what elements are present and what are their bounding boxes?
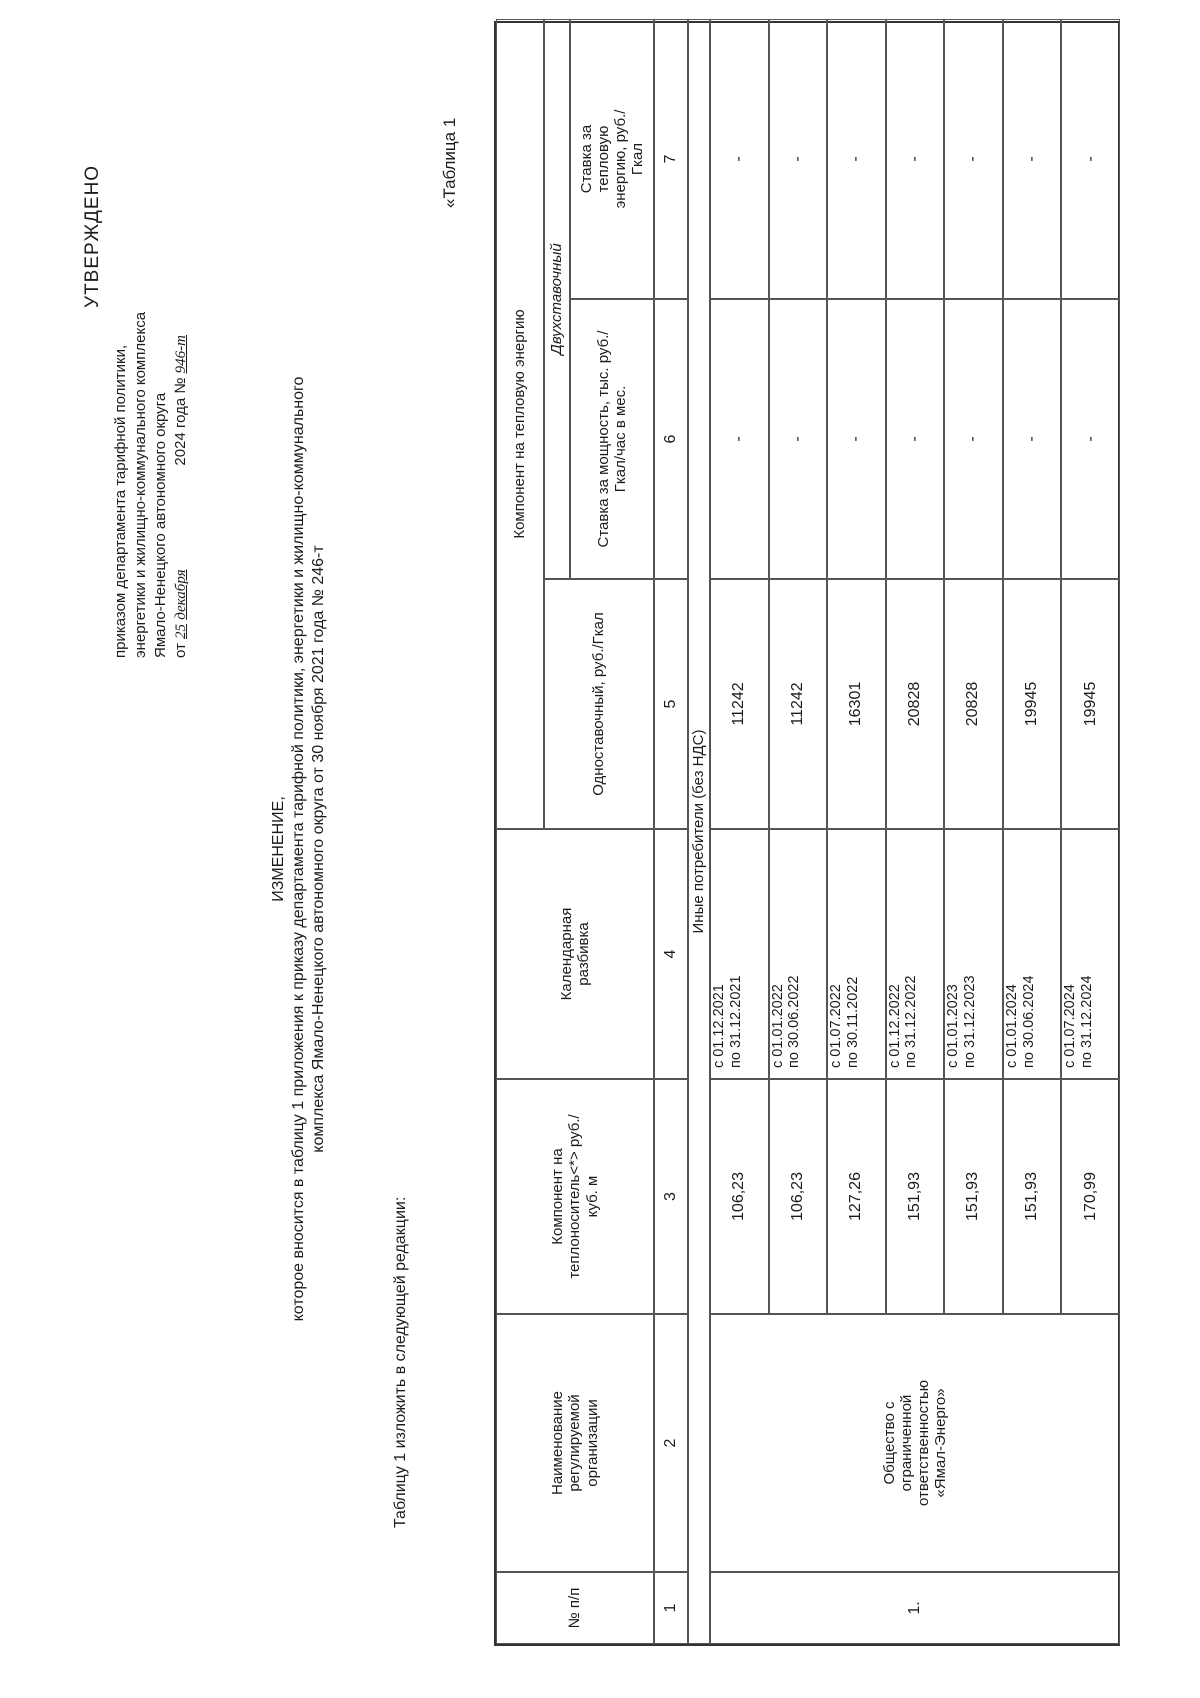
capacity-rate-value: - (1003, 299, 1062, 579)
single-rate-value: 11242 (769, 579, 828, 829)
single-rate-value: 16301 (827, 579, 886, 829)
coolant-value: 170,99 (1061, 1079, 1120, 1314)
header-two-rate: Двухставочный (544, 19, 570, 579)
date-prefix: от (172, 643, 189, 658)
approval-line-1: приказом департамента тарифной политики, (112, 344, 129, 658)
calendar-period (1003, 829, 1062, 1079)
col-number-7: 7 (654, 19, 688, 299)
period-from: с 01.12.2021 (711, 984, 727, 1068)
col-number-6: 6 (654, 299, 688, 579)
date-year: 2024 года № (172, 377, 189, 466)
energy-rate-value: - (710, 19, 769, 299)
energy-rate-value: - (1061, 19, 1120, 299)
header-single-rate: Одноставочный, руб./Гкал (544, 579, 654, 829)
single-rate-value: 19945 (1061, 579, 1120, 829)
energy-rate-value: - (944, 19, 1003, 299)
change-line-1: которое вносится в таблицу 1 приложения к приказу департамента тарифной политики, энергетики и жилищно-коммунального (290, 376, 307, 1322)
period-to: по 31.12.2024 (1079, 975, 1096, 1068)
header-number: № п/п (496, 1572, 654, 1644)
col-number-5: 5 (654, 579, 688, 829)
coolant-value: 151,93 (1003, 1079, 1062, 1314)
header-organization: Наименование регулируемой организации (496, 1314, 654, 1572)
header-capacity: Ставка за мощность, тыс. руб./Гкал/час в мес. (570, 299, 654, 579)
coolant-value: 151,93 (886, 1079, 945, 1314)
order-number: 946-т (173, 335, 189, 374)
coolant-value: 106,23 (710, 1079, 769, 1314)
header-coolant: Компонент на теплоноситель<*> руб./куб. м (496, 1079, 654, 1314)
tariff-table (494, 21, 1120, 1646)
period-to: по 31.12.2022 (903, 975, 920, 1068)
change-title: ИЗМЕНЕНИЕ, (270, 796, 287, 902)
period-from: с 01.12.2022 (886, 984, 903, 1068)
energy-rate-value: - (769, 19, 828, 299)
approval-line-3: Ямало-Ненецкого автономного округа (152, 392, 169, 658)
single-rate-value: 20828 (886, 579, 945, 829)
calendar-period (886, 829, 945, 1079)
period-to: по 30.11.2022 (844, 976, 861, 1068)
col-number-4: 4 (654, 829, 688, 1079)
calendar-period (1061, 829, 1120, 1079)
period-to: по 31.12.2023 (961, 975, 978, 1068)
single-rate-value: 19945 (1003, 579, 1062, 829)
energy-rate-value: - (827, 19, 886, 299)
calendar-period (944, 829, 1003, 1079)
intro-text: Таблицу 1 изложить в следующей редакции: (392, 1196, 409, 1528)
period-from: с 01.01.2022 (769, 984, 786, 1068)
header-calendar: Календарная разбивка (496, 829, 654, 1079)
col-number-2: 2 (654, 1314, 688, 1572)
calendar-period (710, 829, 769, 1079)
col-number-1: 1 (654, 1572, 688, 1644)
capacity-rate-value: - (769, 299, 828, 579)
period-from: с 01.07.2022 (828, 984, 845, 1068)
header-energy: Ставка за тепловую энергию, руб./Гкал (570, 19, 654, 299)
calendar-period (769, 829, 828, 1079)
period-from: с 01.01.2023 (945, 984, 962, 1068)
date-day: 25 (173, 623, 189, 639)
period-from: с 01.07.2024 (1062, 984, 1079, 1068)
row-number: 1. (710, 1572, 1120, 1644)
approval-line-2: энергетики и жилищно-коммунального комплекса (132, 311, 149, 658)
change-line-2: комплекса Ямало-Ненецкого автономного округа от 30 ноября 2021 года № 246-т (310, 545, 327, 1153)
coolant-value: 106,23 (769, 1079, 828, 1314)
capacity-rate-value: - (710, 299, 769, 579)
section-row: Иные потребители (без НДС) (688, 19, 710, 1644)
period-to: по 30.06.2024 (1020, 975, 1037, 1068)
capacity-rate-value: - (944, 299, 1003, 579)
period-to: по 31.12.2021 (727, 975, 744, 1068)
approval-title: УТВЕРЖДЕНО (82, 164, 103, 308)
period-to: по 30.06.2022 (786, 975, 803, 1068)
capacity-rate-value: - (886, 299, 945, 579)
approval-date-line (172, 335, 190, 658)
single-rate-value: 20828 (944, 579, 1003, 829)
col-number-3: 3 (654, 1079, 688, 1314)
energy-rate-value: - (886, 19, 945, 299)
coolant-value: 151,93 (944, 1079, 1003, 1314)
calendar-period (827, 829, 886, 1079)
table-label: «Таблица 1 (440, 117, 459, 208)
period-from: с 01.01.2024 (1003, 984, 1020, 1068)
capacity-rate-value: - (1061, 299, 1120, 579)
capacity-rate-value: - (827, 299, 886, 579)
organization-name: Общество с ограниченной ответственностью «Ямал-Энерго» (710, 1314, 1120, 1572)
date-month: декабря (173, 569, 189, 620)
header-heat-group: Компонент на тепловую энергию (496, 19, 544, 829)
coolant-value: 127,26 (827, 1079, 886, 1314)
energy-rate-value: - (1003, 19, 1062, 299)
single-rate-value: 11242 (710, 579, 769, 829)
